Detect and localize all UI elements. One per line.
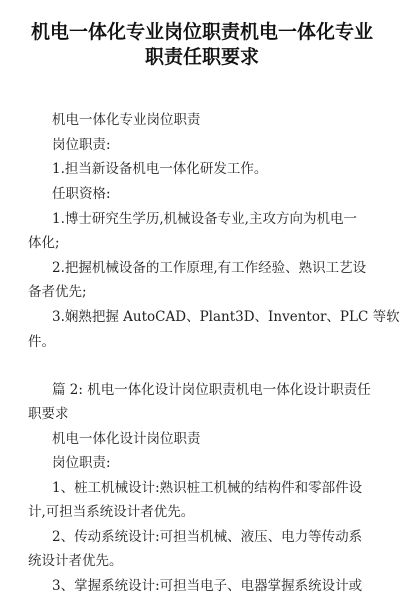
duty-item: 2、传动系统设计:可担当机械、液压、电力等传动系 — [52, 529, 363, 545]
part-heading: 篇 2: 机电一体化设计岗位职责机电一体化设计职责任 — [52, 382, 371, 398]
section-heading: 机电一体化设计岗位职责 — [52, 431, 201, 447]
qualification-item: 3.娴熟把握 AutoCAD、Plant3D、Inventor、PLC 等软 — [52, 309, 400, 325]
label-qualifications: 任职资格: — [52, 186, 111, 202]
duty-item: 3、掌握系统设计:可担当电子、电器掌握系统设计或 — [52, 578, 363, 594]
qualification-item-continued: 件。 — [28, 334, 55, 350]
part-heading-continued: 职要求 — [28, 406, 69, 422]
label-duties: 岗位职责: — [52, 455, 111, 471]
duty-item: 1、桩工机械设计:熟识桩工机械的结构件和零部件设 — [52, 480, 363, 496]
duty-item-continued: 统设计者优先。 — [28, 553, 123, 569]
document-title-line-2: 职责任职要求 — [144, 46, 259, 68]
qualification-item-continued: 体化; — [28, 235, 60, 251]
label-duties: 岗位职责: — [52, 137, 111, 153]
duty-item-continued: 计,可担当系统设计者优先。 — [28, 504, 195, 520]
document-title-line-1: 机电一体化专业岗位职责机电一体化专业 — [30, 21, 373, 43]
duty-item: 1.担当新设备机电一体化研发工作。 — [52, 161, 268, 177]
section-heading: 机电一体化专业岗位职责 — [52, 112, 201, 128]
qualification-item: 2.把握机械设备的工作原理,有工作经验、熟识工艺设 — [52, 260, 367, 276]
qualification-item: 1.博士研究生学历,机械设备专业,主攻方向为机电一 — [52, 211, 357, 227]
qualification-item-continued: 备者优先; — [28, 284, 87, 300]
